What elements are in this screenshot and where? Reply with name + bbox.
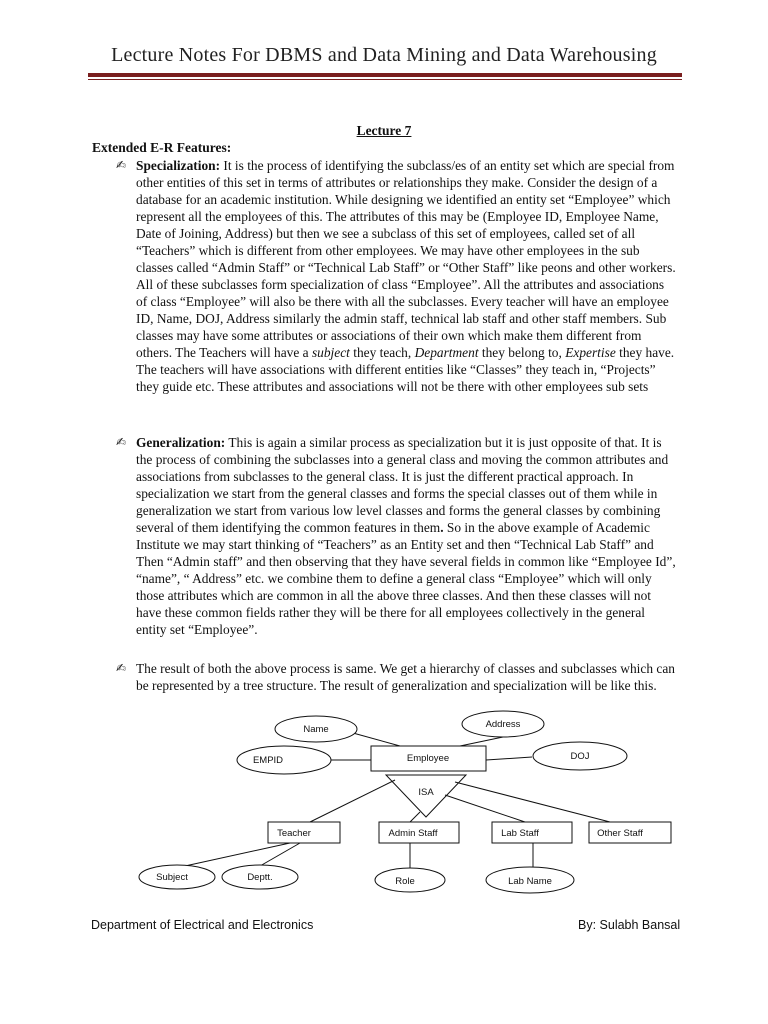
writing-hand-bullet-icon: ✍	[116, 158, 127, 172]
er-diagram	[0, 705, 768, 905]
line-isa-admin	[410, 812, 420, 822]
specialization-text: It is the process of identifying the subclass/es of an entity set which are special from other entities of this set in terms of attributes or relationships they make. Consider the design of a database for an academic institution. While designing we identified an entity set “Employee” which represent all the employees of this. The attributes of this may be (Employee ID, Employee Name, Date of Joining, Address) but then we see a subclass of this set of employees, called set of all “Teachers” which is different from other employees. We may have other employees in the sub classes called “Admin Staff” or “Technical Lab Staff” or “Other Staff” like peons and other workers. All of these subclasses form specialization of class “Employee”. All the attributes and associations of class “Employee” will also be there with all the subclasses. Every teacher will have an employee ID, Name, DOJ, Address similarly the admin staff, technical lab staff and other staff members. Sub classes may have some attributes or associations of their own which make them different from others. The Teachers will have a	[136, 158, 676, 360]
attribute-lab-name: Lab Name	[508, 876, 552, 887]
entity-admin-staff: Admin Staff	[388, 828, 438, 839]
section-heading: Extended E-R Features:	[92, 140, 232, 155]
line-isa-lab	[445, 795, 525, 822]
line-teacher-deptt	[260, 843, 300, 866]
line-teacher-subject	[185, 843, 290, 866]
entity-lab-staff: Lab Staff	[501, 828, 539, 839]
italic-subject: subject	[311, 345, 350, 360]
line-isa-other	[455, 782, 610, 822]
attribute-name: Name	[303, 724, 329, 735]
isa-label: ISA	[418, 787, 434, 798]
footer-author: By: Sulabh Bansal	[578, 918, 681, 932]
attribute-doj: DOJ	[570, 751, 590, 762]
specialization-term: Specialization:	[136, 158, 221, 173]
bold-period: .	[440, 520, 444, 535]
header-rule	[88, 73, 682, 77]
attribute-empid: EMPID	[252, 755, 284, 766]
specialization-text-4: they have. The teachers will have associations with different entities like “Classes” they teach in, “Projects” they guide etc. These attributes and associations will not be there with other employees sub sets	[136, 345, 675, 394]
attribute-deptt: Deptt.	[247, 872, 273, 883]
attribute-role: Role	[395, 876, 415, 887]
line-name-employee	[353, 733, 400, 746]
header-rule-thin	[88, 79, 682, 80]
italic-department: Department	[414, 345, 479, 360]
generalization-text-2: So in the above example of Academic Institute we may start thinking of “Teachers” as an Entity set and then “Technical Lab Staff” and Then “Admin staff” and then observing that they have several fields in common like “Employee Id”, “name”, “ Address” etc. we combine them to define a general class “Employee” which will only those attributes which are common in all the above three classes. And then these classes will not have these common fields rather they will be there for all employees collectively in the general entity set “Employee”.	[136, 520, 676, 637]
line-doj-employee	[486, 757, 532, 760]
italic-expertise: Expertise	[565, 345, 616, 360]
generalization-term: Generalization:	[136, 435, 226, 450]
attribute-subject: Subject	[156, 872, 188, 883]
specialization-text-3: they belong to,	[478, 345, 566, 360]
footer-department: Department of Electrical and Electronics	[91, 918, 314, 932]
line-isa-teacher	[310, 780, 395, 822]
specialization-text-2: they teach,	[349, 345, 415, 360]
specialization-paragraph	[136, 157, 676, 395]
generalization-paragraph	[136, 434, 676, 638]
attribute-empid-ellipse	[237, 746, 331, 774]
lecture-title: Lecture 7	[356, 123, 412, 138]
attribute-address: Address	[485, 719, 521, 730]
line-address-employee	[460, 737, 503, 746]
generalization-text: This is again a similar process as specialization but it is just opposite of that. It is the process of combining the subclasses into a general class and moving the common attributes and associations from subclasses to the general class. It is just the different practical approach. In specialization we start from the general classes and forms the special classes out of them while in generalization we start from various low level classes and forms the general classes by combining several of them identifying the common features in them	[136, 435, 669, 535]
entity-teacher: Teacher	[277, 828, 311, 839]
writing-hand-bullet-icon: ✍	[116, 435, 127, 449]
entity-employee: Employee	[406, 753, 450, 764]
document-header-title: Lecture Notes For DBMS and Data Mining and Data Warehousing	[111, 44, 657, 66]
entity-other-staff: Other Staff	[597, 828, 643, 839]
result-paragraph: The result of both the above process is same. We get a hierarchy of classes and subclasses which can be represented by a tree structure. The result of generalization and specialization will be like this.	[136, 661, 675, 693]
writing-hand-bullet-icon: ✍	[116, 661, 127, 675]
